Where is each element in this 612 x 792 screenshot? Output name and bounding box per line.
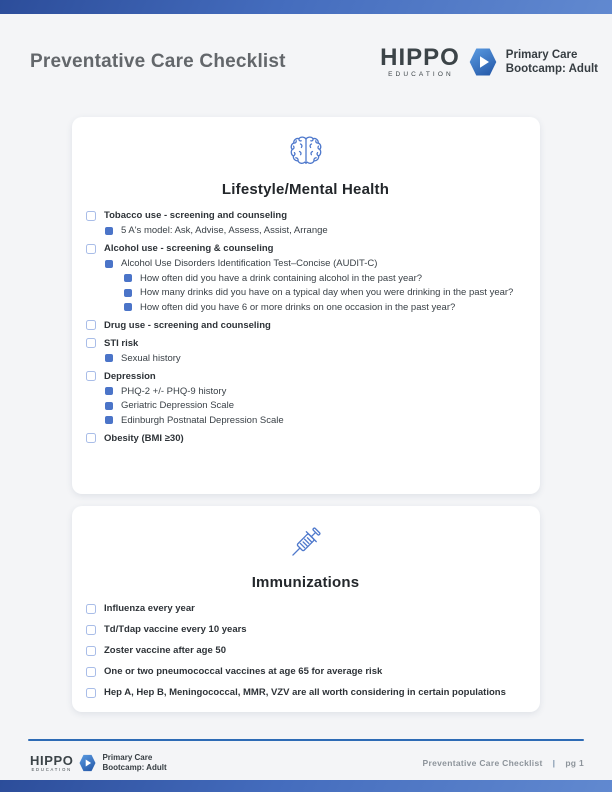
play-hexagon-icon (469, 47, 497, 77)
footer-hippo-wordmark (30, 754, 73, 772)
checklist-label: STI risk (104, 337, 139, 349)
checklist-item (86, 433, 525, 444)
syringe-icon (86, 520, 525, 564)
checklist-subitem (86, 258, 525, 269)
bullet-square-icon (124, 274, 132, 282)
checklist-item (86, 320, 525, 331)
product-line1: Primary Care (505, 48, 578, 61)
checklist (86, 210, 525, 444)
checklist-label: How many drinks did you have on a typical day when you were drinking in the past year? (140, 287, 514, 298)
bullet-square-icon (105, 354, 113, 362)
card-title: Lifestyle/Mental Health (221, 181, 390, 198)
checkbox-icon[interactable] (86, 433, 96, 443)
checklist-subitem (86, 386, 525, 397)
brand-logo (380, 46, 598, 79)
hippo-tagline: EDUCATION (31, 767, 73, 773)
bullet-square-icon (105, 227, 113, 235)
footer-page-number: pg 1 (565, 758, 584, 769)
card-immunizations (72, 506, 540, 712)
product-line2: Bootcamp: Adult (505, 63, 598, 76)
checkbox-icon[interactable] (86, 667, 96, 677)
checklist-subitem (86, 400, 525, 411)
checklist-subitem (86, 415, 525, 426)
checklist-item (86, 371, 525, 382)
checklist-label: One or two pneumococcal vaccines at age 65 for average risk (104, 666, 383, 677)
checkbox-icon[interactable] (86, 646, 96, 656)
product-line2: Bootcamp: Adult (102, 763, 167, 773)
checklist-subitem (86, 225, 525, 236)
checklist-label: Geriatric Depression Scale (121, 400, 234, 411)
checklist-label: Tobacco use - screening and counseling (104, 210, 288, 221)
checklist-subitem (86, 287, 525, 298)
checkbox-icon[interactable] (86, 211, 96, 221)
checklist-label: How often did you have a drink containing alcohol in the past year? (140, 272, 423, 284)
footer-separator: | (552, 758, 556, 769)
bullet-square-icon (105, 402, 113, 410)
bullet-square-icon (124, 303, 132, 311)
checklist-label: Alcohol use - screening & counseling (104, 243, 274, 254)
checklist-label: Hep A, Hep B, Meningococcal, MMR, VZV are all worth considering in certain populations (104, 687, 506, 698)
checkbox-icon[interactable] (86, 625, 96, 635)
checkbox-icon[interactable] (86, 604, 96, 614)
header (30, 46, 598, 79)
checklist-label: Zoster vaccine after age 50 (104, 645, 226, 656)
hippo-wordmark (380, 46, 460, 79)
product-line1: Primary Care (102, 753, 153, 762)
bullet-square-icon (124, 289, 132, 297)
checklist-label: Td/Tdap vaccine every 10 years (104, 624, 247, 635)
checkbox-icon[interactable] (86, 244, 96, 254)
brain-icon (86, 131, 525, 171)
footer (30, 753, 584, 774)
bullet-square-icon (105, 387, 113, 395)
checklist-label: 5 A's model: Ask, Advise, Assess, Assist, Arrange (121, 225, 328, 236)
checklist-item (86, 624, 525, 635)
checkbox-icon[interactable] (86, 688, 96, 698)
checkbox-icon[interactable] (86, 320, 96, 330)
hippo-name: HIPPO (380, 44, 460, 71)
checklist-label: Alcohol Use Disorders Identification Test–Concise (AUDIT-C) (121, 258, 378, 269)
footer-divider (28, 739, 584, 741)
play-hexagon-icon (79, 754, 96, 772)
checklist (86, 603, 525, 698)
footer-page-info (423, 758, 584, 768)
bullet-square-icon (105, 260, 113, 268)
checklist-item (86, 666, 525, 677)
checklist-item (86, 603, 525, 614)
page-title: Preventative Care Checklist (30, 51, 286, 73)
checklist-label: Influenza every year (104, 603, 195, 614)
checklist-label: PHQ-2 +/- PHQ-9 history (121, 385, 227, 397)
checklist-item (86, 687, 525, 698)
checklist-subitem (86, 353, 525, 364)
hippo-name: HIPPO (30, 753, 74, 769)
product-name (506, 48, 598, 77)
checklist-label: How often did you have 6 or more drinks on one occasion in the past year? (140, 301, 456, 313)
checklist-label: Edinburgh Postnatal Depression Scale (121, 414, 284, 426)
checklist-item (86, 210, 525, 221)
footer-doc-title: Preventative Care Checklist (422, 758, 543, 769)
checklist-subitem (86, 302, 525, 313)
checklist-item (86, 338, 525, 349)
footer-product-name (102, 753, 166, 774)
checklist-label: Obesity (BMI ≥30) (104, 432, 184, 444)
checklist-subitem (86, 273, 525, 284)
bullet-square-icon (105, 416, 113, 424)
top-accent-bar (0, 0, 612, 14)
checklist-item (86, 243, 525, 254)
checkbox-icon[interactable] (86, 338, 96, 348)
checklist-item (86, 645, 525, 656)
bottom-accent-bar (0, 780, 612, 792)
checklist-label: Sexual history (121, 352, 181, 364)
card-title: Immunizations (251, 574, 360, 591)
footer-brand-logo (30, 753, 167, 774)
checkbox-icon[interactable] (86, 371, 96, 381)
card-lifestyle-mental-health (72, 117, 540, 494)
hippo-tagline: EDUCATION (388, 71, 454, 78)
checklist-label: Depression (104, 370, 156, 382)
checklist-label: Drug use - screening and counseling (104, 319, 271, 331)
